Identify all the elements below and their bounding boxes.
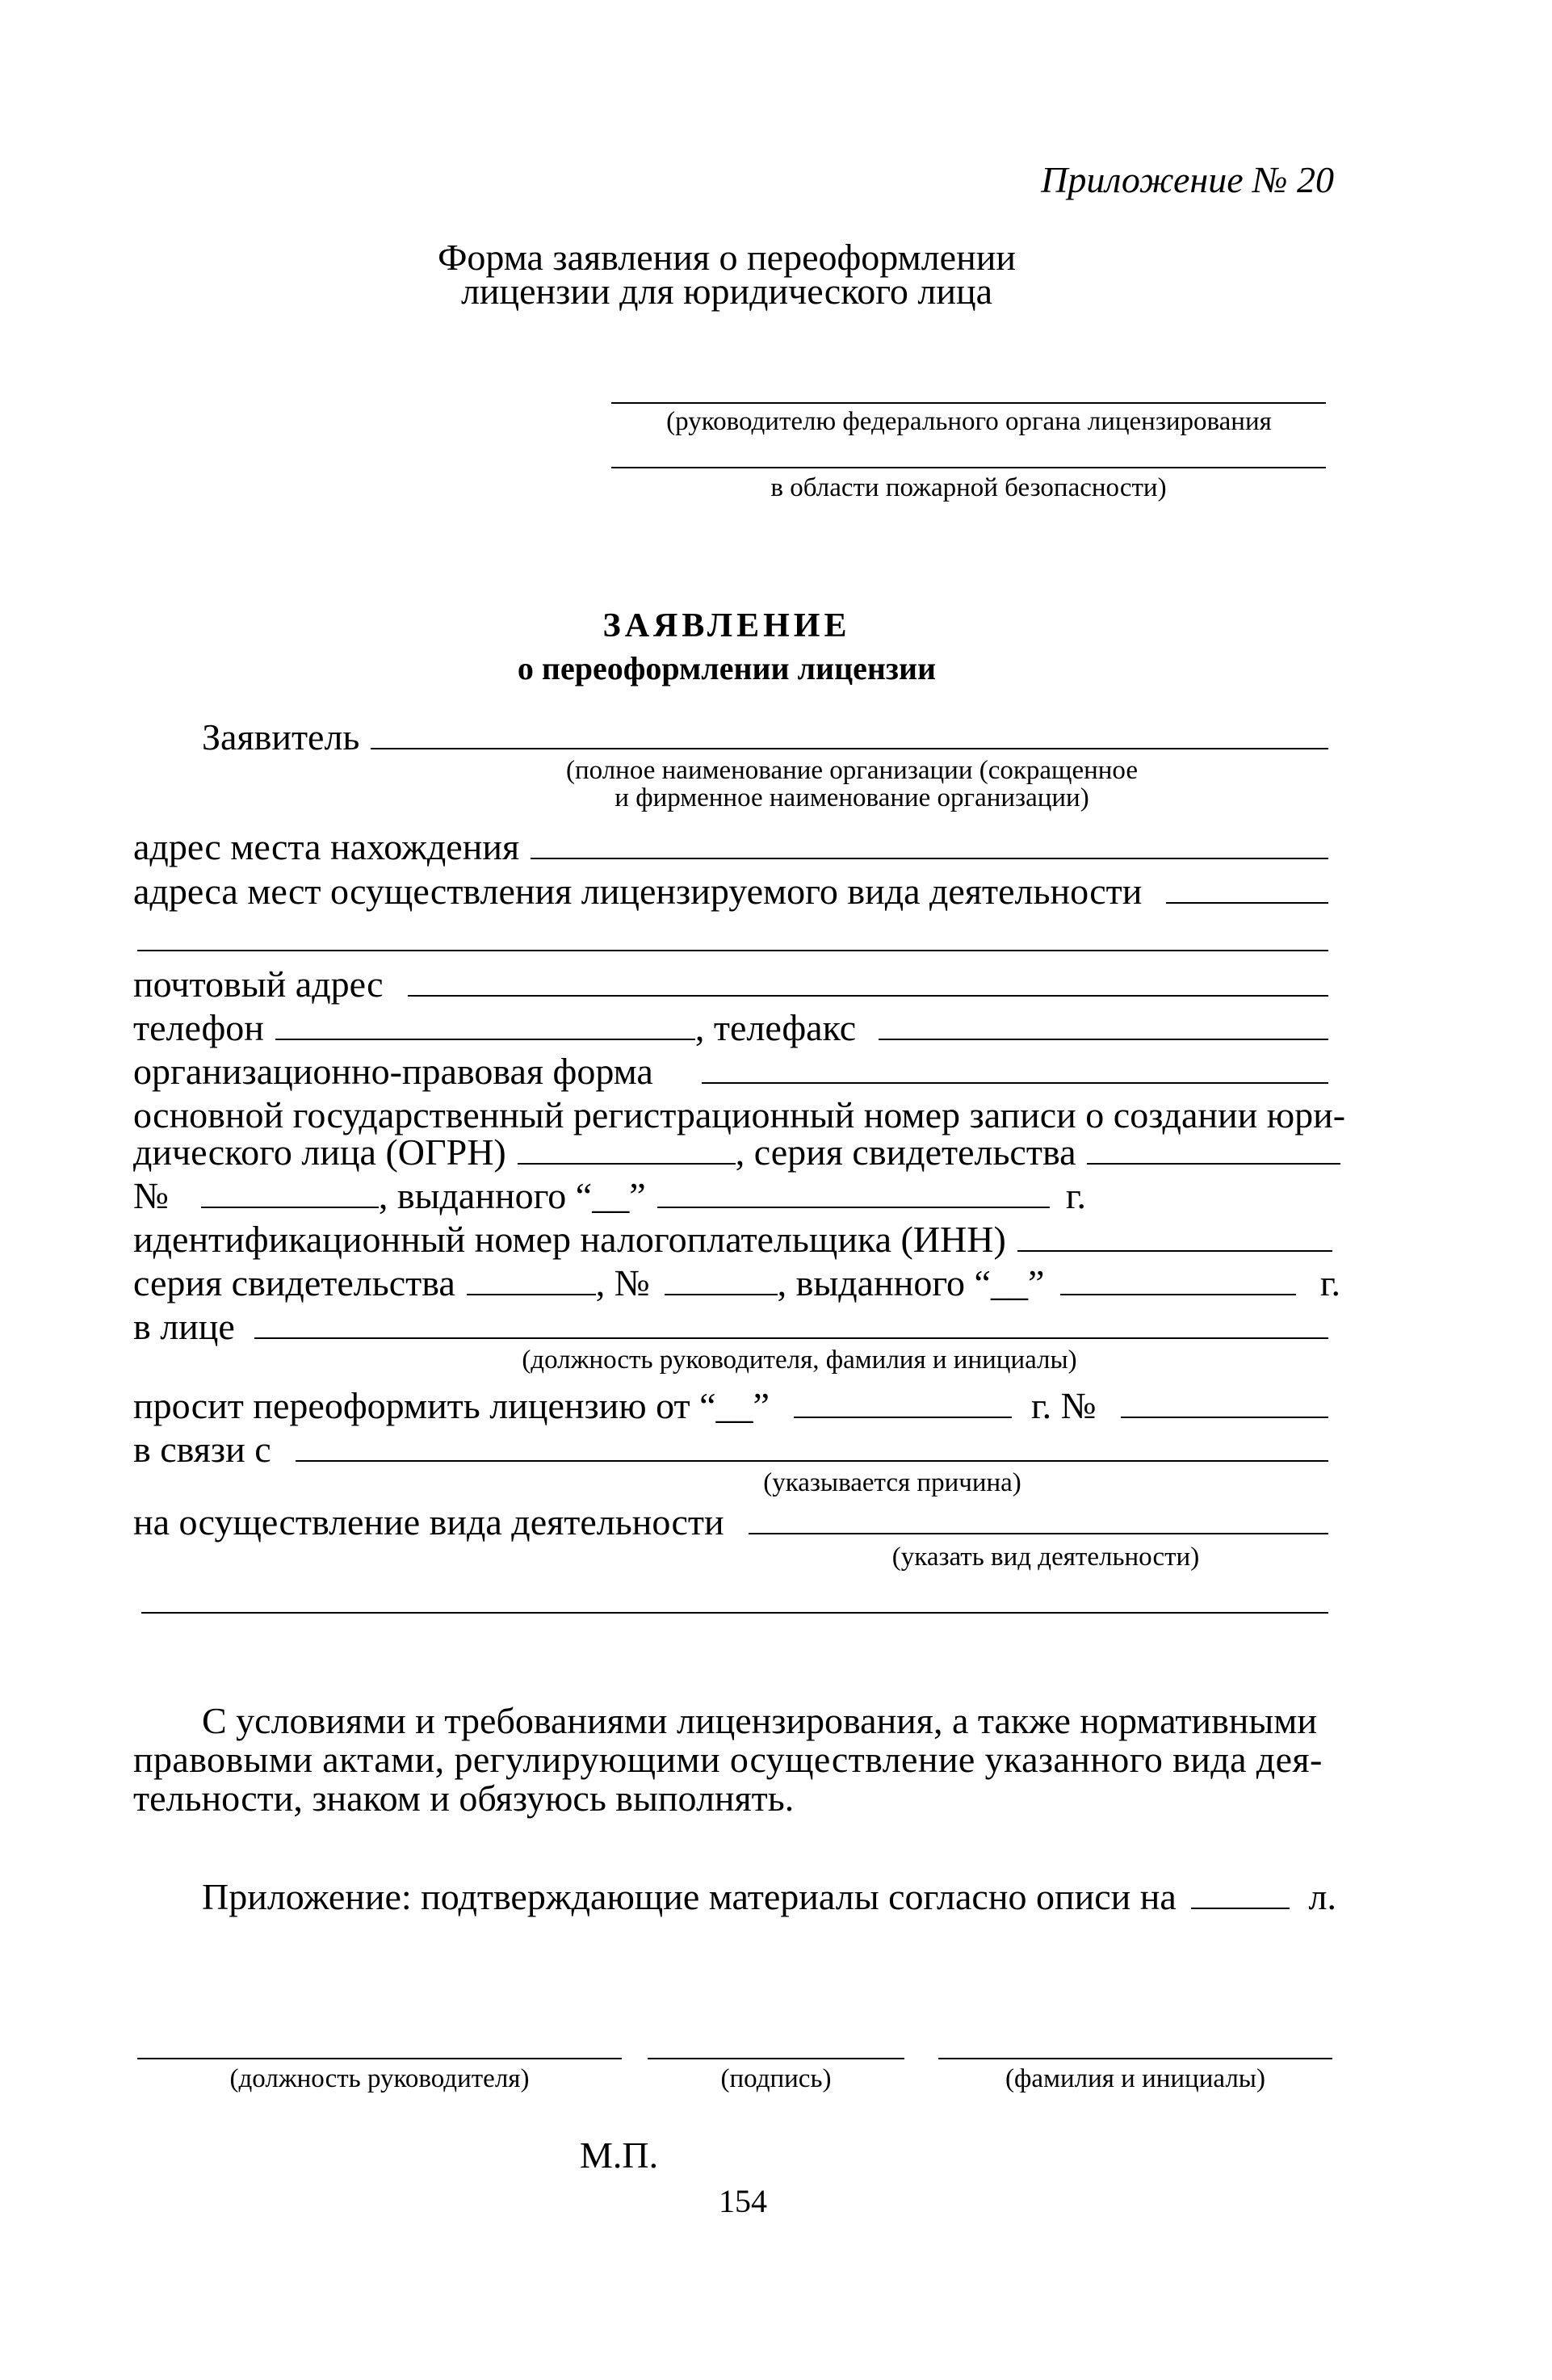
position-hint: (должность руководителя) <box>229 2064 530 2093</box>
ogrn-row-3 <box>133 1177 1086 1215</box>
phone-label: телефон <box>133 1007 264 1048</box>
location-label: адрес места нахождения <box>133 826 520 867</box>
inn-issued-label: , выданного “__” <box>777 1262 1045 1303</box>
ogrn-row-2 <box>133 1131 1340 1173</box>
applicant-hint-2: и фирменное наименование организации) <box>615 783 1089 812</box>
attachment-pages-line[interactable] <box>1191 1878 1290 1909</box>
ogrn-issued-date-line[interactable] <box>657 1177 1050 1208</box>
ogrn-series-input-line[interactable] <box>1087 1134 1340 1165</box>
inn-issued-date-line[interactable] <box>1060 1265 1295 1295</box>
inn-label: идентификационный номер налогоплательщика (ИНН) <box>133 1219 1006 1260</box>
activity-hint: (указать вид деятельности) <box>891 1543 1200 1572</box>
postal-row <box>133 963 1328 1005</box>
fax-label: , телефакс <box>694 1007 857 1048</box>
inn-series-label: серия свидетельства <box>133 1262 455 1303</box>
phone-row <box>133 1007 1328 1048</box>
activity-addresses-input-line[interactable] <box>1166 873 1328 904</box>
form-title-line2: лицензии для юридического лица <box>460 271 993 312</box>
legal-form-row <box>133 1053 1328 1090</box>
ogrn-number-input-line[interactable] <box>201 1177 379 1208</box>
person-label: в лице <box>133 1306 235 1347</box>
ogrn-issued-label: , выданного “__” <box>378 1175 646 1216</box>
ogrn-row-1 <box>133 1094 1346 1135</box>
postal-label: почтовый адрес <box>133 963 384 1005</box>
stamp-label: М.П. <box>580 2134 659 2176</box>
inn-series-input-line[interactable] <box>467 1265 596 1295</box>
applicant-label: Заявитель <box>202 716 360 758</box>
name-hint: (фамилия и инициалы) <box>1005 2064 1265 2093</box>
reason-label: в связи с <box>133 1429 271 1470</box>
reason-hint: (указывается причина) <box>763 1468 1021 1497</box>
ogrn-number-sign: № <box>133 1175 169 1216</box>
inn-number-input-line[interactable] <box>665 1265 778 1295</box>
activity-label: на осуществление вида деятельности <box>133 1501 724 1543</box>
statement-line1: С условиями и требованиями лицензирования, а также нормативными <box>202 1700 1318 1741</box>
request-year-label: г. № <box>1030 1385 1097 1426</box>
activity-input-line[interactable] <box>749 1504 1328 1534</box>
legal-form-label: организационно-правовая форма <box>133 1051 653 1092</box>
location-row <box>133 826 1328 867</box>
activity-line-2[interactable] <box>141 1612 1328 1614</box>
inn-input-line[interactable] <box>1017 1221 1332 1252</box>
ogrn-input-line[interactable] <box>518 1134 736 1165</box>
attachment-suffix: л. <box>1308 1876 1336 1917</box>
page-number: 154 <box>719 2183 767 2219</box>
addressee-line-2[interactable] <box>611 467 1326 468</box>
applicant-input-line[interactable] <box>371 719 1328 749</box>
document-subtitle: о переоформлении лицензии <box>517 650 937 686</box>
reason-input-line[interactable] <box>296 1431 1328 1462</box>
legal-form-input-line[interactable] <box>702 1053 1328 1084</box>
request-label: просит переоформить лицензию от “__” <box>133 1385 770 1426</box>
document-title: ЗАЯВЛЕНИЕ <box>602 607 851 644</box>
addressee-hint-1: (руководителю федерального органа лицензирования <box>666 407 1272 436</box>
addressee-line-1[interactable] <box>611 402 1326 404</box>
ogrn-series-label: , серия свидетельства <box>735 1131 1076 1173</box>
applicant-hint-1: (полное наименование организации (сокращенное <box>566 756 1138 785</box>
attachment-label: Приложение: подтверждающие материалы согласно описи на <box>202 1876 1177 1917</box>
postal-input-line[interactable] <box>408 966 1328 997</box>
attachment-row <box>202 1878 1336 1916</box>
inn-year-label: г. <box>1319 1262 1340 1303</box>
activity-addresses-line-2[interactable] <box>137 950 1328 951</box>
request-number-line[interactable] <box>1121 1387 1328 1418</box>
signature-hint: (подпись) <box>720 2064 832 2093</box>
request-date-line[interactable] <box>794 1387 1012 1418</box>
inn-series-row <box>133 1262 1340 1303</box>
location-input-line[interactable] <box>531 829 1328 859</box>
form-title-line1: Форма заявления о переоформлении <box>438 237 1016 278</box>
person-row <box>133 1308 1328 1345</box>
addressee-hint-2: в области пожарной безопасности) <box>770 473 1167 502</box>
person-hint: (должность руководителя, фамилия и инициалы) <box>522 1345 1077 1375</box>
activity-addresses-label: адреса мест осуществления лицензируемого вида деятельности <box>133 871 1143 912</box>
statement-line3: тельности, знаком и обязуюсь выполнять. <box>133 1778 795 1819</box>
applicant-row <box>202 716 1328 758</box>
fax-input-line[interactable] <box>879 1010 1328 1040</box>
name-signature-line[interactable] <box>938 2058 1332 2059</box>
inn-number-label: , № <box>595 1262 650 1303</box>
ogrn-label-line1: основной государственный регистрационный номер записи о создании юри- <box>133 1094 1346 1135</box>
signature-line[interactable] <box>648 2058 904 2059</box>
phone-input-line[interactable] <box>275 1010 695 1040</box>
activity-addresses-row <box>133 873 1328 910</box>
appendix-label: Приложение № 20 <box>1041 159 1334 200</box>
person-input-line[interactable] <box>254 1308 1328 1339</box>
activity-row <box>133 1501 1328 1543</box>
ogrn-year-label: г. <box>1065 1175 1086 1216</box>
reason-row <box>133 1431 1328 1468</box>
position-signature-line[interactable] <box>137 2058 622 2059</box>
request-row <box>133 1387 1328 1425</box>
statement-line2: правовыми актами, регулирующими осуществление указанного вида дея- <box>133 1739 1323 1780</box>
inn-row <box>133 1221 1332 1258</box>
ogrn-label-line2: дического лица (ОГРН) <box>133 1131 506 1173</box>
